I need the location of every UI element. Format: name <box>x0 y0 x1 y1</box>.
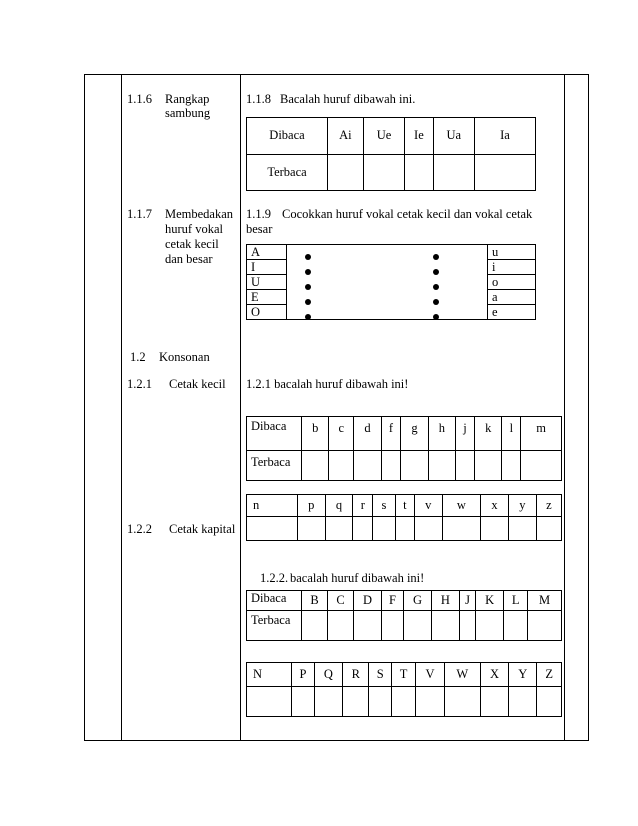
cap-table2-letter: P <box>292 663 314 687</box>
item-118-num: 1.1.8 <box>246 92 271 106</box>
small-table1-letter: b <box>302 417 329 451</box>
small-letters-table-1 <box>246 416 562 481</box>
match-right-dot[interactable] <box>433 269 439 275</box>
vowel-table-empty-cell <box>405 154 433 191</box>
vowel-table-header-cell: Ua <box>433 118 474 155</box>
cap-table1-letter: K <box>476 591 504 611</box>
cap-table2-letter: Y <box>509 663 537 687</box>
cap-table1-letter: G <box>404 591 432 611</box>
frame-col3 <box>564 74 565 741</box>
cap-table1-letter: L <box>504 591 528 611</box>
vowel-table-header-cell: Ue <box>363 118 404 155</box>
item-122-title-num: 1.2.2. <box>260 571 289 585</box>
small-table2-letter: w <box>442 495 480 517</box>
vowel-table-empty-cell <box>475 154 536 191</box>
item-117-line4: dan besar <box>165 252 213 266</box>
match-upper-cell: O <box>247 305 287 320</box>
cap-table2-letter: Z <box>537 663 562 687</box>
small-table2-letter: q <box>325 495 353 517</box>
frame-col2 <box>240 74 241 741</box>
match-upper-cell: A <box>247 245 287 260</box>
vowel-table-row-label: Terbaca <box>247 154 328 191</box>
small-table2-letter: z <box>536 495 561 517</box>
small-table1-letter: m <box>521 417 562 451</box>
frame-right <box>588 74 589 741</box>
small-table1-letter: l <box>502 417 521 451</box>
cap-table1-letter: B <box>302 591 328 611</box>
match-left-dot[interactable] <box>305 284 311 290</box>
small-letters-table-2 <box>246 494 562 541</box>
item-117-num: 1.1.7 <box>127 207 152 221</box>
vowel-table-header-cell: Ai <box>328 118 364 155</box>
match-left-dot[interactable] <box>305 299 311 305</box>
match-lower-cell: i <box>488 260 536 275</box>
match-right-dot[interactable] <box>433 284 439 290</box>
item-122-text: Cetak kapital <box>169 522 236 536</box>
vowel-match-table <box>246 244 536 320</box>
vowel-table-header-cell: Ie <box>405 118 433 155</box>
match-upper-cell: E <box>247 290 287 305</box>
cap-table1-letter: M <box>528 591 562 611</box>
small-table2-letter: x <box>481 495 509 517</box>
small-table2-letter: y <box>508 495 536 517</box>
match-lower-cell: e <box>488 305 536 320</box>
small-table2-letter: t <box>395 495 414 517</box>
item-116-num: 1.1.6 <box>127 92 152 106</box>
match-right-dot[interactable] <box>433 314 439 320</box>
cap-table1-letter: C <box>328 591 354 611</box>
item-116-text2: sambung <box>165 106 211 120</box>
small-table1-letter: c <box>329 417 354 451</box>
cap-table1-row-label: Terbaca <box>247 611 302 641</box>
match-left-dot[interactable] <box>305 269 311 275</box>
match-lower-cell: a <box>488 290 536 305</box>
item-121-num: 1.2.1 <box>127 377 152 391</box>
vowel-table-header-cell: Ia <box>475 118 536 155</box>
cap-table1-header-dibaca: Dibaca <box>247 591 302 611</box>
cap-table2-letter: N <box>247 663 292 687</box>
capital-letters-table-2 <box>246 662 562 717</box>
item-119-line1: Cocokkan huruf vokal cetak kecil dan vokal cetak <box>282 207 533 221</box>
cap-table2-letter: W <box>444 663 480 687</box>
small-table2-letter: n <box>247 495 298 517</box>
item-12-text: Konsonan <box>159 350 210 364</box>
cap-table2-letter: T <box>391 663 415 687</box>
small-table1-letter: k <box>474 417 501 451</box>
small-table1-letter: h <box>428 417 455 451</box>
match-lower-cell: o <box>488 275 536 290</box>
cap-table2-letter: R <box>343 663 369 687</box>
vowel-combo-table <box>246 117 536 191</box>
match-lower-cell: u <box>488 245 536 260</box>
vowel-table-empty-cell <box>363 154 404 191</box>
cap-table1-letter: H <box>431 591 459 611</box>
item-121-title: 1.2.1 bacalah huruf dibawah ini! <box>246 377 409 391</box>
item-122-num: 1.2.2 <box>127 522 152 536</box>
cap-table2-letter: Q <box>314 663 342 687</box>
small-table2-letter: v <box>414 495 442 517</box>
item-12-num: 1.2 <box>130 350 146 364</box>
item-118-text: Bacalah huruf dibawah ini. <box>280 92 416 106</box>
match-left-dot[interactable] <box>305 254 311 260</box>
small-table2-letter: p <box>297 495 325 517</box>
item-119-line2: besar <box>246 222 273 236</box>
cap-table1-letter: J <box>459 591 475 611</box>
small-table1-letter: j <box>456 417 475 451</box>
small-table1-letter: f <box>381 417 401 451</box>
item-117-line3: cetak kecil <box>165 237 219 251</box>
match-right-dot[interactable] <box>433 299 439 305</box>
item-122-title-text: bacalah huruf dibawah ini! <box>290 571 425 585</box>
small-table2-letter: s <box>373 495 396 517</box>
vowel-table-header-dibaca: Dibaca <box>247 118 328 155</box>
cap-table2-letter: S <box>369 663 391 687</box>
small-table1-row-label: Terbaca <box>247 451 302 481</box>
capital-letters-table-1 <box>246 590 562 641</box>
item-116-text1: Rangkap <box>165 92 210 106</box>
small-table1-letter: g <box>401 417 428 451</box>
item-117-line2: huruf vokal <box>165 222 223 236</box>
item-117-line1: Membedakan <box>165 207 234 221</box>
small-table2-letter: r <box>353 495 373 517</box>
match-upper-cell: I <box>247 260 287 275</box>
match-middle-cell <box>287 245 488 320</box>
match-upper-cell: U <box>247 275 287 290</box>
small-table1-header-dibaca: Dibaca <box>247 417 302 451</box>
frame-left <box>84 74 85 741</box>
match-left-dot[interactable] <box>305 314 311 320</box>
small-table1-letter: d <box>354 417 381 451</box>
vowel-table-empty-cell <box>433 154 474 191</box>
vowel-table-empty-cell <box>328 154 364 191</box>
cap-table1-letter: F <box>381 591 403 611</box>
item-119-num: 1.1.9 <box>246 207 271 221</box>
cap-table2-letter: X <box>480 663 508 687</box>
item-121-text: Cetak kecil <box>169 377 226 391</box>
frame-top <box>84 74 589 75</box>
cap-table1-letter: D <box>354 591 382 611</box>
frame-col1 <box>121 74 122 741</box>
cap-table2-letter: V <box>416 663 444 687</box>
match-right-dot[interactable] <box>433 254 439 260</box>
frame-bottom <box>84 740 589 741</box>
